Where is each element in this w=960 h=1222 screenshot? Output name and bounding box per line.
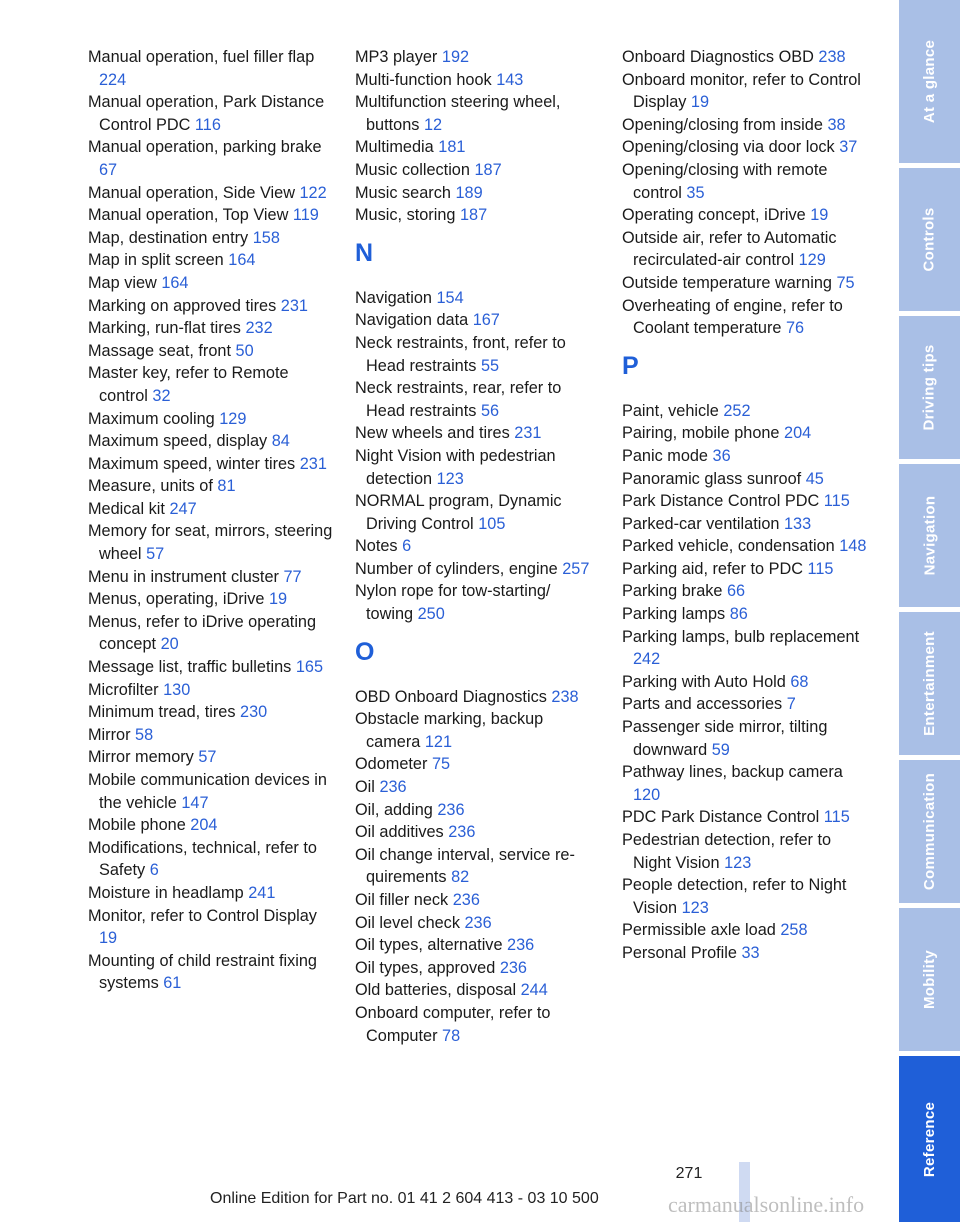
index-entry: [622, 422, 867, 445]
index-entry-page-link[interactable]: 86: [729, 605, 748, 624]
index-entry-text: Music, storing: [355, 206, 456, 225]
index-entry-page-link[interactable]: 121: [424, 732, 452, 751]
index-entry-page-link[interactable]: 82: [451, 868, 470, 887]
index-entry: [622, 716, 867, 761]
section-tab-mobility[interactable]: [899, 908, 960, 1051]
index-entry-text: Navigation data: [355, 311, 469, 330]
index-entry-page-link[interactable]: 236: [507, 936, 535, 955]
index-entry: [355, 490, 600, 535]
index-entry-page-link[interactable]: 50: [235, 341, 254, 360]
index-entry-text: Mobile communication devices in the vehicle: [88, 771, 327, 812]
index-entry: [622, 46, 867, 69]
index-entry-page-link[interactable]: 115: [823, 808, 850, 827]
page-number: 271: [675, 1165, 703, 1182]
index-entry-page-link[interactable]: 120: [633, 785, 661, 804]
index-entry-page-link[interactable]: 244: [520, 981, 548, 1000]
index-entry: [355, 979, 600, 1002]
section-tab-label: Driving tips: [921, 344, 939, 431]
index-entry-page-link[interactable]: 20: [160, 635, 179, 654]
index-entry: [622, 295, 867, 340]
index-entry-page-link[interactable]: 123: [436, 469, 464, 488]
index-entry-page-link[interactable]: 38: [827, 115, 846, 134]
index-entry: [622, 490, 867, 513]
index-entry: [622, 603, 867, 626]
index-entry: [355, 136, 600, 159]
index-entry-text: Notes: [355, 537, 398, 556]
index-entry-text: Oil, adding: [355, 800, 433, 819]
index-entry-page-link[interactable]: 116: [194, 115, 221, 134]
index-entry-text: Modifications, technical, refer to Safety: [88, 838, 317, 880]
index-entry: [88, 679, 333, 702]
index-entry: [622, 513, 867, 536]
index-entry-text: Memory for seat, mirrors, steering wheel: [88, 522, 333, 564]
index-column-3: [622, 46, 867, 965]
index-entry-page-link[interactable]: 236: [499, 958, 527, 977]
index-entry-page-link[interactable]: 68: [790, 672, 809, 691]
index-entry-text: Microfilter: [88, 680, 159, 699]
section-tab-controls[interactable]: [899, 168, 960, 311]
index-entry: [88, 498, 333, 521]
index-entry-text: Parked-car ventilation: [622, 514, 780, 533]
index-entry-text: Multifunction steering wheel, buttons: [355, 93, 561, 134]
index-entry-page-link[interactable]: 165: [295, 658, 324, 677]
index-entry: [88, 227, 333, 250]
index-entry-page-link[interactable]: 19: [269, 590, 288, 609]
index-entry-page-link[interactable]: 147: [181, 793, 209, 812]
index-entry: [88, 837, 333, 882]
index-entry-text: Multimedia: [355, 138, 434, 157]
index-entry-page-link[interactable]: 236: [452, 891, 480, 909]
index-entry-page-link[interactable]: 56: [480, 401, 500, 420]
watermark: carmanualsonline.info: [668, 1192, 865, 1217]
index-entry: [88, 272, 333, 295]
index-entry: [88, 182, 333, 205]
index-entry-text: Opening/closing from inside: [622, 115, 823, 134]
index-entry-text: Odometer: [355, 755, 428, 774]
index-entry-page-link[interactable]: 154: [436, 288, 464, 307]
index-entry-page-link[interactable]: 181: [438, 138, 466, 157]
index-entry: [88, 430, 333, 453]
index-entry-page-link[interactable]: 19: [690, 93, 710, 112]
index-entry-text: Music collection: [355, 160, 470, 179]
index-letter-heading: O: [355, 637, 375, 666]
index-entry: [622, 558, 867, 581]
index-column-1: [88, 46, 333, 995]
index-entry-page-link[interactable]: 33: [741, 943, 760, 962]
index-entry-text: Overheating of engine, refer to Coolant temperature: [622, 296, 843, 338]
index-entry-text: Outside air, refer to Automatic recirculated-air control: [622, 228, 837, 270]
index-entry: [622, 942, 867, 965]
index-entry: [88, 408, 333, 431]
index-entry: [355, 580, 600, 625]
index-entry: [88, 91, 333, 136]
index-entry-page-link[interactable]: 123: [681, 898, 709, 917]
index-entry-page-link[interactable]: 36: [712, 446, 731, 465]
index-entry: [355, 912, 600, 935]
index-letter-heading: N: [355, 238, 374, 267]
index-entry-text: Medical kit: [88, 499, 165, 518]
index-entry: [622, 626, 867, 671]
index-entry-text: Map, destination entry: [88, 228, 249, 247]
index-entry-page-link[interactable]: 12: [423, 115, 443, 134]
index-entry-text: Panic mode: [622, 446, 708, 465]
index-entry-text: Map view: [88, 273, 157, 292]
index-entry-text: Parking with Auto Hold: [622, 672, 786, 691]
index-entry-text: Parking aid, refer to PDC: [622, 559, 803, 578]
index-entry-text: MP3 player: [355, 48, 438, 66]
index-entry-text: Parked vehicle, condensation: [622, 537, 835, 556]
index-entry-page-link[interactable]: 143: [496, 70, 524, 89]
index-entry-text: Maximum speed, winter tires: [88, 454, 296, 473]
index-entry-page-link[interactable]: 224: [99, 70, 127, 89]
index-entry-page-link[interactable]: 230: [240, 703, 268, 722]
index-entry-text: Oil additives: [355, 823, 444, 842]
index-entry: [355, 1002, 600, 1047]
index-entry-page-link[interactable]: 122: [299, 183, 327, 202]
section-tab-label: Controls: [921, 207, 938, 272]
section-tab-label: At a glance: [921, 39, 939, 124]
index-entry: [88, 136, 333, 181]
section-tab-label: Mobility: [921, 949, 938, 1010]
index-entry-text: Measure, units of: [88, 477, 213, 496]
index-entry-page-link[interactable]: 247: [169, 499, 197, 518]
index-entry-text: PDC Park Distance Control: [622, 808, 820, 827]
index-entry-text: Navigation: [355, 288, 432, 307]
index-entry-page-link[interactable]: 105: [478, 514, 506, 533]
index-entry-page-link[interactable]: 236: [437, 800, 465, 819]
index-entry-page-link[interactable]: 19: [810, 206, 829, 225]
section-tab-navigation[interactable]: [899, 464, 960, 607]
index-entry-page-link[interactable]: 123: [724, 853, 752, 872]
index-entry: [355, 558, 600, 581]
index-letter-heading: P: [622, 351, 639, 380]
index-entry: [622, 580, 867, 603]
index-entry-text: Marking, run-flat tires: [88, 319, 241, 338]
index-entry: [88, 746, 333, 769]
index-entry-text: Minimum tread, tires: [88, 703, 236, 722]
index-entry-text: OBD Onboard Diagnostics: [355, 687, 547, 706]
index-entry: [88, 204, 333, 227]
index-entry: [88, 475, 333, 498]
index-entry: [355, 799, 600, 822]
index-column-2: [355, 46, 600, 1047]
index-entry-text: Opening/closing with remote control: [622, 160, 828, 202]
index-entry: [355, 708, 600, 753]
section-tab-at-a-glance[interactable]: [899, 0, 960, 163]
index-entry: [622, 159, 867, 204]
index-entry-page-link[interactable]: 204: [784, 424, 812, 443]
index-entry-page-link[interactable]: 66: [727, 582, 746, 601]
index-entry-page-link[interactable]: 189: [455, 183, 483, 202]
index-entry-text: Master key, refer to Remote control: [88, 364, 289, 405]
index-entry-text: Oil: [355, 778, 375, 797]
index-entry-text: Parking lamps, bulb replacement: [622, 627, 860, 646]
index-entry: [88, 340, 333, 363]
section-tab-reference[interactable]: [899, 1056, 960, 1222]
index-entry-page-link[interactable]: 75: [836, 273, 855, 292]
index-entry: [88, 362, 333, 407]
index-entry-text: Passenger side mirror, tilting downward: [622, 718, 828, 759]
index-entry-text: Menus, refer to iDrive operating concept: [88, 612, 317, 654]
index-entry: [622, 806, 867, 829]
index-entry-page-link[interactable]: 158: [252, 228, 280, 247]
index-entry: [88, 295, 333, 318]
index-entry-text: Massage seat, front: [88, 341, 231, 360]
index-entry-text: Menus, operating, iDrive: [88, 590, 265, 609]
index-entry: [88, 701, 333, 724]
index-entry-page-link[interactable]: 258: [780, 921, 808, 940]
index-entry-text: Parts and accessories: [622, 695, 783, 714]
index-entry-text: Oil filler neck: [355, 891, 449, 909]
index-entry: [355, 753, 600, 776]
index-entry-text: Night Vision with pedestrian detection: [355, 446, 556, 488]
index-entry: [622, 829, 867, 874]
index-entry-page-link[interactable]: 231: [514, 424, 542, 443]
index-entry-page-link[interactable]: 58: [135, 725, 154, 744]
index-entry-text: Manual operation, fuel filler flap: [88, 48, 315, 66]
index-entry-page-link[interactable]: 257: [562, 559, 590, 578]
index-entry-text: Mirror memory: [88, 748, 194, 767]
index-entry-text: Map in split screen: [88, 251, 224, 270]
index-entry: [355, 422, 600, 445]
index-entry-page-link[interactable]: 119: [292, 206, 319, 225]
index-entry: [88, 46, 333, 91]
index-entry-text: Neck restraints, rear, refer to Head restraints: [355, 379, 562, 420]
index-entry-text: Parking brake: [622, 582, 723, 601]
index-entry-text: Music search: [355, 183, 451, 202]
index-entry-page-link[interactable]: 130: [163, 680, 191, 699]
section-tab-label: Entertainment: [921, 631, 938, 736]
index-entry: [355, 686, 600, 709]
index-entry-text: Manual operation, Side View: [88, 183, 295, 202]
index-entry-page-link[interactable]: 76: [785, 319, 805, 338]
index-entry: [622, 400, 867, 423]
index-entry: [622, 919, 867, 942]
index-entry: [622, 272, 867, 295]
index-entry-text: Marking on approved tires: [88, 296, 277, 315]
index-entry-text: Park Distance Control PDC: [622, 492, 820, 511]
index-entry: [622, 468, 867, 491]
index-entry-text: Mirror: [88, 725, 131, 744]
index-entry-page-link[interactable]: 84: [271, 432, 290, 451]
index-entry: [88, 882, 333, 905]
index-entry-text: Multi-function hook: [355, 70, 492, 89]
section-tab-communication[interactable]: [899, 760, 960, 903]
index-entry-text: New wheels and tires: [355, 424, 510, 443]
index-entry-page-link[interactable]: 59: [711, 740, 730, 759]
section-tab-label: Reference: [921, 1101, 938, 1177]
index-entry: [355, 204, 600, 227]
index-entry-page-link[interactable]: 236: [464, 913, 492, 932]
index-entry-text: Oil level check: [355, 913, 460, 932]
index-entry-page-link[interactable]: 67: [99, 160, 118, 179]
index-entry-page-link[interactable]: 236: [448, 823, 476, 842]
index-entry-text: Oil types, alternative: [355, 936, 503, 955]
index-entry: [88, 814, 333, 837]
index-entry-text: Operating concept, iDrive: [622, 206, 806, 225]
index-entry-page-link[interactable]: 55: [480, 356, 500, 375]
index-entry-page-link[interactable]: 61: [163, 974, 182, 993]
index-entry-text: Maximum cooling: [88, 409, 215, 428]
index-entry-text: Outside temperature warning: [622, 273, 832, 292]
index-entry-page-link[interactable]: 77: [283, 567, 302, 586]
section-tab-entertainment[interactable]: [899, 612, 960, 755]
index-entry-page-link[interactable]: 57: [146, 545, 165, 564]
index-entry-text: Onboard computer, refer to Computer: [355, 1003, 551, 1045]
index-entry-page-link[interactable]: 78: [442, 1026, 461, 1045]
index-entry: [355, 182, 600, 205]
index-entry-text: Message list, traffic bulletins: [88, 658, 292, 677]
index-entry-page-link[interactable]: 241: [248, 883, 276, 902]
index-entry-page-link[interactable]: 35: [686, 183, 705, 202]
index-entry-page-link[interactable]: 192: [441, 48, 470, 66]
index-entry-page-link[interactable]: 129: [798, 251, 826, 270]
index-entry: [622, 671, 867, 694]
index-entry: [88, 520, 333, 565]
index-entry-page-link[interactable]: 7: [786, 695, 796, 714]
index-entry: [355, 46, 600, 69]
index-entry-page-link[interactable]: 133: [784, 514, 812, 533]
index-entry: [622, 445, 867, 468]
index-entry: [622, 136, 867, 159]
index-entry: [355, 287, 600, 310]
index-entry-text: Onboard monitor, refer to Control Display: [622, 70, 861, 112]
index-entry: [88, 611, 333, 656]
index-entry-page-link[interactable]: 238: [818, 48, 846, 66]
index-entry-text: Manual operation, Park Distance Control PDC: [88, 93, 325, 134]
index-entry: [88, 249, 333, 272]
index-entry-text: Nylon rope for tow-starting/ towing: [355, 582, 551, 624]
index-entry-text: Menu in instrument cluster: [88, 567, 279, 586]
index-entry-text: Pairing, mobile phone: [622, 424, 780, 443]
index-entry-text: Permissible axle load: [622, 921, 776, 940]
index-entry-page-link[interactable]: 6: [402, 537, 412, 556]
index-entry-page-link[interactable]: 238: [551, 687, 579, 706]
index-entry-text: People detection, refer to Night Vision: [622, 876, 847, 917]
index-entry: [355, 889, 600, 912]
index-entry: [355, 821, 600, 844]
index-entry: [88, 724, 333, 747]
index-entry-page-link[interactable]: 250: [417, 605, 445, 624]
index-entry-text: Onboard Diagnostics OBD: [622, 48, 814, 66]
index-entry-page-link[interactable]: 187: [474, 160, 502, 179]
index-entry-text: Oil change interval, service requirements: [355, 845, 575, 887]
index-entry: [88, 317, 333, 340]
index-entry-page-link[interactable]: 115: [807, 559, 834, 578]
index-entry: [355, 309, 600, 332]
index-entry: [622, 114, 867, 137]
index-entry-page-link[interactable]: 45: [805, 469, 824, 488]
index-entry: [622, 535, 867, 558]
index-entry: [622, 227, 867, 272]
index-entry: [355, 159, 600, 182]
index-entry: [622, 204, 867, 227]
section-tab-driving-tips[interactable]: [899, 316, 960, 459]
index-entry-page-link[interactable]: 187: [459, 206, 488, 225]
index-entry: [355, 332, 600, 377]
index-entry-text: Pathway lines, backup camera: [622, 763, 843, 782]
index-entry-text: Old batteries, disposal: [355, 981, 517, 1000]
index-entry-page-link[interactable]: 115: [823, 492, 850, 511]
index-entry-text: Number of cylinders, engine: [355, 559, 558, 578]
index-entry-text: Manual operation, Top View: [88, 206, 289, 225]
index-entry-page-link[interactable]: 6: [149, 861, 159, 880]
index-entry-text: Pedestrian detection, refer to Night Vision: [622, 831, 832, 872]
index-entry-text: Obstacle marking, backup camera: [355, 710, 544, 751]
index-entry-page-link[interactable]: 164: [228, 251, 256, 270]
index-entry-page-link[interactable]: 19: [99, 929, 118, 948]
index-entry: [355, 957, 600, 980]
index-entry: [88, 566, 333, 589]
index-entry-page-link[interactable]: 204: [190, 816, 218, 835]
index-entry-page-link[interactable]: 252: [723, 401, 751, 420]
index-entry-text: Opening/closing via door lock: [622, 138, 835, 157]
section-tab-label: Navigation: [921, 495, 938, 576]
index-entry-page-link[interactable]: 167: [472, 311, 500, 330]
index-entry: [88, 453, 333, 476]
index-entry-text: Paint, vehicle: [622, 401, 719, 420]
index-entry: [88, 769, 333, 814]
index-entry-text: NORMAL program, Dynamic Driving Control: [355, 492, 562, 533]
index-entry: [355, 934, 600, 957]
index-entry: [622, 693, 867, 716]
index-entry: [355, 776, 600, 799]
index-entry-page-link[interactable]: 231: [299, 454, 327, 473]
index-entry-text: Parking lamps: [622, 605, 726, 624]
section-tab-sidebar: [899, 0, 960, 1222]
index-entry-page-link[interactable]: 75: [431, 755, 451, 774]
index-entry-page-link[interactable]: 37: [839, 138, 858, 157]
index-entry-text: Mounting of child restraint fixing systems: [88, 951, 317, 993]
index-entry-text: Moisture in headlamp: [88, 883, 244, 902]
index-entry-text: Maximum speed, display: [88, 432, 268, 451]
index-entry: [88, 905, 333, 950]
index-entry-text: Manual operation, parking brake: [88, 138, 322, 157]
index-entry: [355, 535, 600, 558]
section-tab-label: Communication: [921, 772, 938, 891]
index-entry: [355, 844, 600, 889]
index-entry: [355, 69, 600, 92]
index-entry-page-link[interactable]: 57: [198, 748, 217, 767]
index-entry: [355, 377, 600, 422]
index-entry-page-link[interactable]: 231: [280, 296, 308, 315]
index-entry: [88, 950, 333, 995]
footer-edition-text: Online Edition for Part no. 01 41 2 604 413 - 03 10 500: [210, 1190, 599, 1207]
index-entry-text: Oil types, approved: [355, 958, 496, 977]
index-entry-page-link[interactable]: 32: [152, 386, 171, 405]
index-entry-page-link[interactable]: 242: [633, 650, 661, 669]
index-entry: [622, 761, 867, 806]
index-entry-page-link[interactable]: 148: [839, 537, 867, 556]
index-entry-page-link[interactable]: 232: [245, 319, 273, 338]
index-entry-text: Personal Profile: [622, 943, 737, 962]
index-entry-page-link[interactable]: 236: [379, 778, 407, 797]
index-entry-page-link[interactable]: 81: [217, 477, 236, 496]
index-entry-text: Monitor, refer to Control Display: [88, 906, 317, 925]
index-entry: [88, 588, 333, 611]
index-entry-text: Panoramic glass sunroof: [622, 469, 802, 488]
index-entry: [355, 91, 600, 136]
index-entry-text: Mobile phone: [88, 816, 186, 835]
index-entry-page-link[interactable]: 164: [161, 273, 189, 292]
index-entry: [622, 874, 867, 919]
index-entry-page-link[interactable]: 129: [219, 409, 247, 428]
index-entry-text: Neck restraints, front, refer to Head restraints: [355, 333, 566, 375]
index-entry: [622, 69, 867, 114]
index-entry: [355, 445, 600, 490]
index-entry: [88, 656, 333, 679]
